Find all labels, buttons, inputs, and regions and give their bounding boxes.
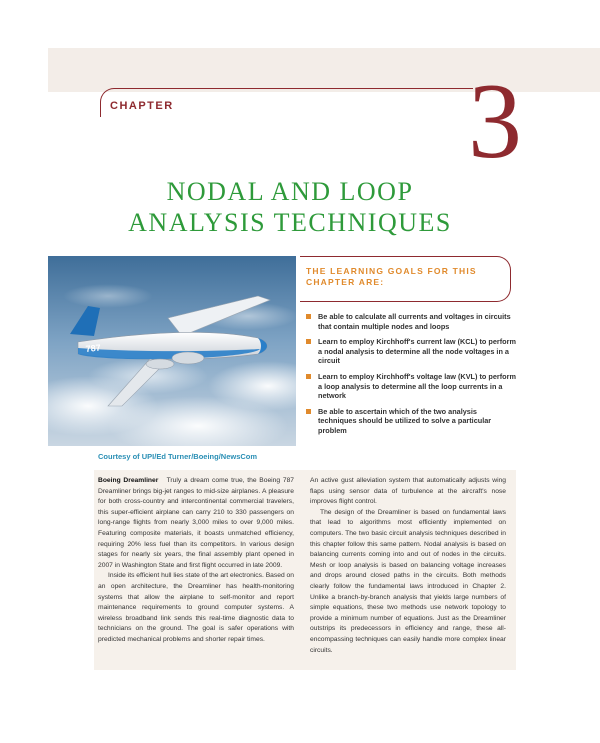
learning-goals-heading-line-1: THE LEARNING GOALS FOR THIS [306, 266, 477, 276]
learning-goals-heading-line-2: CHAPTER ARE: [306, 277, 385, 287]
learning-goal-item [306, 337, 516, 366]
photo-caption: Courtesy of UPI/Ed Turner/Boeing/NewsCom [98, 452, 258, 461]
learning-goal-text: Learn to employ Kirchhoff's voltage law (KVL) to perform a loop analysis to determine all the loop currents in a network [318, 371, 516, 401]
story-paragraph: The design of the Dreamliner is based on fundamental laws that lead to algorithms most efficiently implemented on computers. The two basic circuit analysis techniques described in this chapter follow this same pattern. Nodal analysis is based on balancing currents coming into and out of nodes in the circuits. Mesh or loop analysis is based on balancing voltage increases and drops around closed paths in the circuits. Both methods clearly follow the fundamental laws introduced in Chapter 2. Unlike a branch-by-branch analysis that yields large numbers of simple equations, these two methods use network topology to provide a minimum number of equations. Just as the Dreamliner outstrips its predecessors in efficiency and range, these all-encompassing techniques can easily handle more complex linear circuits. [310, 508, 506, 654]
dreamliner-photo [48, 256, 296, 446]
square-bullet-icon [306, 409, 311, 414]
learning-goal-text: Learn to employ Kirchhoff's current law (KCL) to perform a nodal analysis to determine all the node voltages in a circuit [318, 337, 516, 366]
learning-goal-item [306, 312, 516, 331]
story-text: Truly a dream come true, the Boeing 787 Dreamliner brings big-jet ranges to mid-size airplanes. A pleasure for both cross-country and intercontinental commercial travelers, this super-efficient airplane can carry 210 to 330 passengers on long-range flights from nearly 3,000 miles to over 9,000 miles. Featuring composite materials, it boasts unmatched efficiency, requiring 20% less fuel than its competitors. In various design stages for nearly six years, the final assembly plant opened in 2007 in Washington State and first flight occurred in late 2009. [98, 477, 295, 569]
story-paragraph [98, 476, 294, 571]
square-bullet-icon [306, 314, 311, 319]
story-column-right [310, 476, 506, 656]
learning-goal-text: Be able to ascertain which of the two analysis techniques should be utilized to solve a particular problem [318, 406, 492, 435]
square-bullet-icon [306, 339, 311, 344]
chapter-label: CHAPTER [110, 100, 174, 112]
tail-marking: 787 [85, 342, 102, 354]
learning-goal-item [306, 407, 516, 436]
story-paragraph: An active gust alleviation system that automatically adjusts wing flaps using sensor data of turbulence at the aircraft's nose improves flight control. [310, 477, 506, 506]
learning-goals-heading [306, 266, 502, 288]
chapter-number: 3 [468, 62, 522, 181]
airplane-illustration [48, 256, 296, 446]
learning-goal-text: Be able to calculate all currents and voltages in circuits that contain multiple nodes and loops [318, 312, 511, 331]
chapter-title-line-2: ANALYSIS TECHNIQUES [128, 208, 452, 237]
chapter-title [100, 176, 480, 238]
story-lead-in: Boeing Dreamliner [98, 477, 159, 484]
learning-goal-item [306, 372, 516, 401]
chapter-title-line-1: NODAL AND LOOP [166, 177, 414, 206]
square-bullet-icon [306, 374, 311, 379]
story-column-left [98, 476, 294, 646]
learning-goals-list [306, 312, 516, 442]
story-paragraph: Inside its efficient hull lies state of the art electronics. Based on an open architecture, the Dreamliner has health-monitoring systems that allow the airplane to self-monitor and report maintenance requirements to ground computer systems. A wireless broadband link sends this real-time diagnostic data to technicians on the ground. The goal is safer operations with predicted mechanical problems and shorter repair times. [98, 572, 294, 643]
